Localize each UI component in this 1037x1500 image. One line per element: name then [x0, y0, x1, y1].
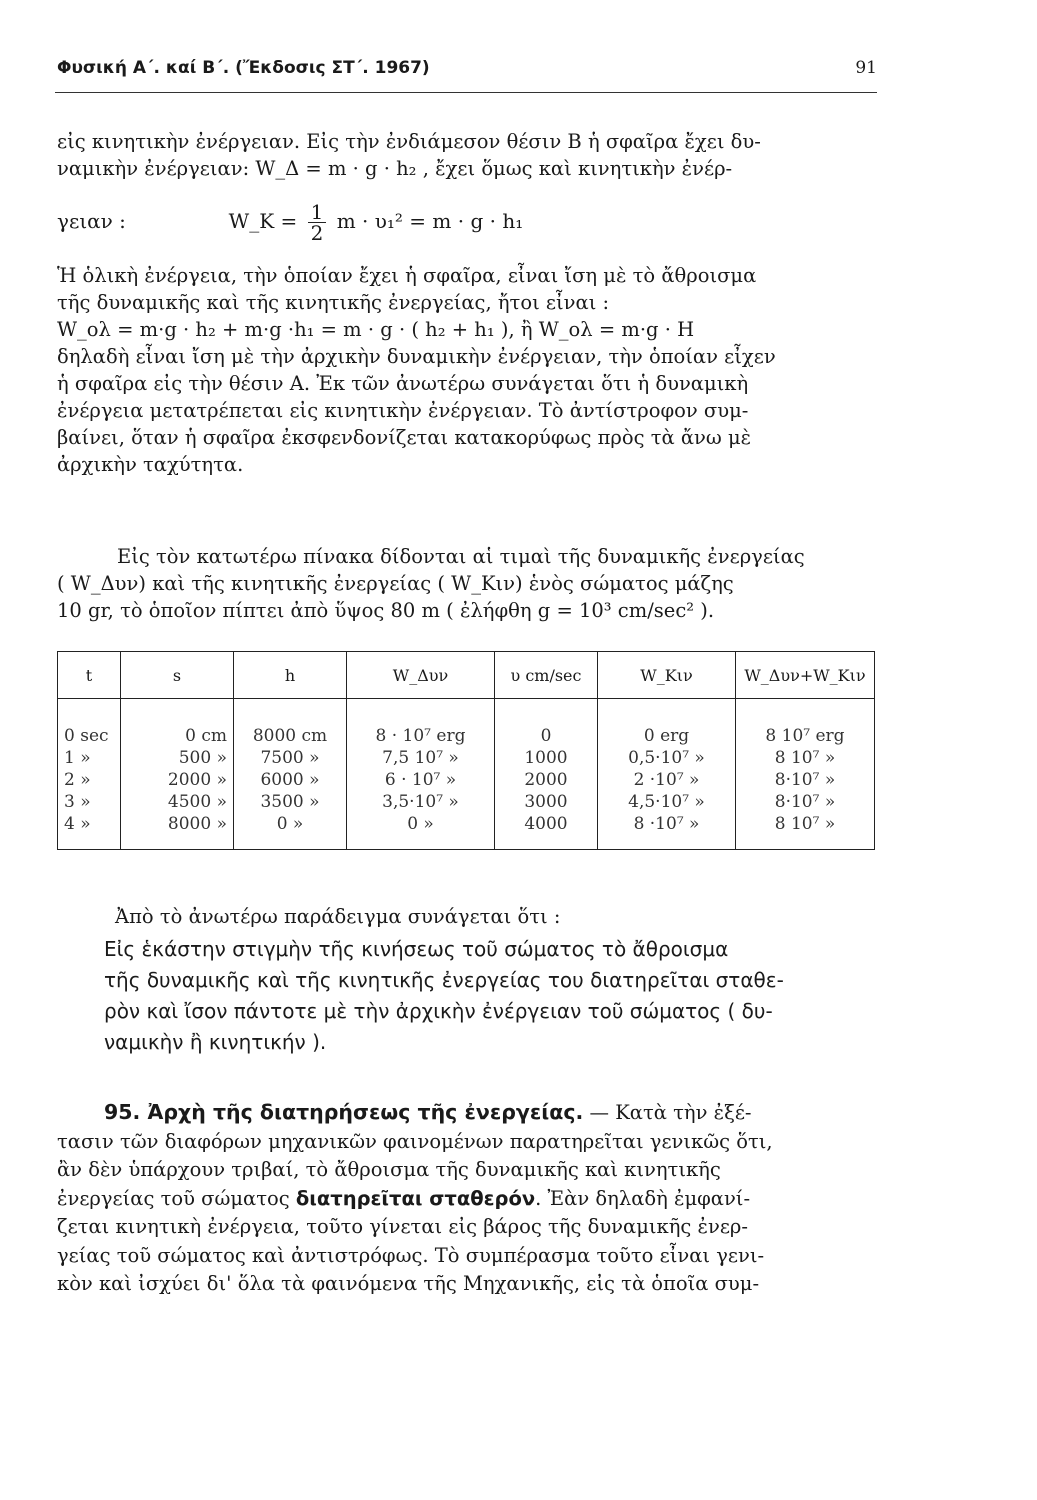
text-line: ρὸν καὶ ἴσον πάντοτε μὲ τὴν ἀρχικὴν ἐνέργειαν τοῦ σώματος ( δυ-: [104, 999, 773, 1023]
text-segment: . Ἐὰν δηλαδὴ ἐμφανί-: [535, 1186, 751, 1210]
text-line-with-emphasis: [57, 1185, 877, 1214]
table-cell: 6000 »: [234, 769, 347, 791]
section-first-line: [57, 1098, 877, 1128]
table-cell: 6 · 10⁷ »: [347, 769, 495, 791]
column-header: υ cm/sec: [495, 652, 598, 699]
table-cell: 2000: [495, 769, 598, 791]
table-cell: 0 cm: [121, 699, 234, 748]
table-cell: 7,5 10⁷ »: [347, 747, 495, 769]
text-line: τῆς δυναμικῆς καὶ τῆς κινητικῆς ἐνεργείας, ἤτοι εἶναι :: [57, 291, 610, 314]
header-rule: [55, 92, 877, 93]
table-cell: 8000 cm: [234, 699, 347, 748]
table-row: [58, 699, 875, 748]
column-header: s: [121, 652, 234, 699]
table-cell: 8000 »: [121, 813, 234, 850]
text-line: τασιν τῶν διαφόρων μηχανικῶν φαινομένων παρατηρεῖται γενικῶς ὅτι,: [57, 1129, 773, 1153]
text-line: ( W_Δυν) καὶ τῆς κινητικῆς ἐνεργείας ( W_Κιν) ἑνὸς σώματος μάζης: [57, 572, 734, 595]
text-line: Ἡ ὁλικὴ ἐνέργεια, τὴν ὁποίαν ἔχει ἡ σφαῖρα, εἶναι ἴση μὲ τὸ ἄθροισμα: [57, 264, 757, 287]
table-cell: 7500 »: [234, 747, 347, 769]
table-row: [58, 813, 875, 850]
table-cell: 2000 »: [121, 769, 234, 791]
text-line: δηλαδὴ εἶναι ἴση μὲ τὴν ἀρχικὴν δυναμικὴν ἐνέργειαν, τὴν ὁποίαν εἶχεν: [57, 345, 776, 368]
table-cell: 8·10⁷ »: [736, 791, 875, 813]
conclusion-intro: Ἀπὸ τὸ ἀνωτέρω παράδειγμα συνάγεται ὅτι :: [115, 905, 561, 928]
paragraph-table-intro: [57, 543, 877, 624]
fraction-numerator: 1: [308, 202, 327, 223]
table-row: [58, 791, 875, 813]
text-line: ζεται κινητικὴ ἐνέργεια, τοῦτο γίνεται εἰς βάρος τῆς δυναμικῆς ἐνερ-: [57, 1215, 748, 1238]
table-cell: 8 ·10⁷ »: [598, 813, 736, 850]
table-header-row: [58, 652, 875, 699]
intro-text: [57, 128, 877, 182]
paragraph-total-energy: [57, 262, 877, 478]
table-cell: 0 erg: [598, 699, 736, 748]
table-row: [58, 769, 875, 791]
table-cell: 8 10⁷ »: [736, 813, 875, 850]
section-heading: 95. Ἀρχὴ τῆς διατηρήσεως τῆς ἐνεργείας.: [104, 1100, 584, 1124]
table-cell: 3500 »: [234, 791, 347, 813]
text-line: ναμικὴν ἢ κινητικήν ).: [104, 1030, 327, 1054]
text-segment: ἐνεργείας τοῦ σώματος: [57, 1186, 290, 1210]
section-heading-continuation: — Κατὰ τὴν ἐξέ-: [589, 1101, 752, 1124]
table-cell: 8·10⁷ »: [736, 769, 875, 791]
column-header: W_Δυν: [347, 652, 495, 699]
formula-rhs: m · υ₁² = m · g · h₁: [336, 209, 524, 233]
page-number: 91: [855, 58, 877, 78]
text-line: 10 gr, τὸ ὁποῖον πίπτει ἀπὸ ὕψος 80 m ( ἐλήφθη g = 10³ cm/sec² ).: [57, 599, 715, 622]
table-cell: 500 »: [121, 747, 234, 769]
text-line: Εἰς ἑκάστην στιγμὴν τῆς κινήσεως τοῦ σώματος τὸ ἄθροισμα: [104, 937, 729, 961]
text-line: ναμικὴν ἐνέργειαν: W_Δ = m · g · h₂ , ἔχει ὅμως καὶ κινητικὴν ἐνέρ-: [57, 157, 733, 180]
column-header: h: [234, 652, 347, 699]
table-cell: 3 »: [58, 791, 121, 813]
formula-prefix: γειαν :: [57, 209, 126, 233]
table-cell: 1000: [495, 747, 598, 769]
fraction-denominator: 2: [310, 221, 324, 245]
table-cell: 0 »: [234, 813, 347, 850]
kinetic-energy-formula: [57, 202, 523, 243]
table-cell: 8 · 10⁷ erg: [347, 699, 495, 748]
text-line: Εἰς τὸν κατωτέρω πίνακα δίδονται αἱ τιμαὶ τῆς δυναμικῆς ἐνεργείας: [117, 545, 805, 568]
text-line: τῆς δυναμικῆς καὶ τῆς κινητικῆς ἐνεργείας του διατηρεῖται σταθε-: [104, 968, 784, 992]
header-title: Φυσική Α΄. καί Β΄. (Ἔκδοσις ΣΤ΄. 1967): [57, 58, 430, 78]
table-cell: 3,5·10⁷ »: [347, 791, 495, 813]
table-cell: 3000: [495, 791, 598, 813]
text-line: ἂν δὲν ὑπάρχουν τριβαί, τὸ ἄθροισμα τῆς δυναμικῆς καὶ κινητικῆς: [57, 1158, 721, 1181]
emphasis-conserved-constant: διατηρεῖται σταθερόν: [295, 1186, 536, 1210]
table-cell: 2 »: [58, 769, 121, 791]
text-line: W_ολ = m·g · h₂ + m·g ·h₁ = m · g · ( h₂ + h₁ ), ἢ W_ολ = m·g · H: [57, 318, 695, 341]
table-cell: 4000: [495, 813, 598, 850]
conclusion-statement: [104, 934, 879, 1058]
table-cell: 8 10⁷ erg: [736, 699, 875, 748]
column-header: W_Κιν: [598, 652, 736, 699]
fraction-one-half: [308, 202, 327, 243]
text-line: ἐνέργεια μετατρέπεται εἰς κινητικὴν ἐνέργειαν. Τὸ ἀντίστροφον συμ-: [57, 399, 749, 422]
formula-lhs: W_K =: [228, 209, 298, 233]
table-cell: 4,5·10⁷ »: [598, 791, 736, 813]
table-cell: 4500 »: [121, 791, 234, 813]
table-cell: 8 10⁷ »: [736, 747, 875, 769]
table-cell: 0 »: [347, 813, 495, 850]
text-line: ἡ σφαῖρα εἰς τὴν θέσιν Α. Ἐκ τῶν ἀνωτέρω συνάγεται ὅτι ἡ δυναμικὴ: [57, 372, 749, 395]
text-line: κὸν καὶ ἰσχύει δι' ὅλα τὰ φαινόμενα τῆς Μηχανικῆς, εἰς τὰ ὁποῖα συμ-: [57, 1272, 760, 1295]
text-line: ἀρχικὴν ταχύτητα.: [57, 453, 244, 476]
table-cell: 0: [495, 699, 598, 748]
table-row: [58, 747, 875, 769]
column-header: t: [58, 652, 121, 699]
table-cell: 4 »: [58, 813, 121, 850]
text-line: γείας τοῦ σώματος καὶ ἀντιστρόφως. Τὸ συμπέρασμα τοῦτο εἶναι γενι-: [57, 1243, 765, 1267]
running-header: [57, 58, 877, 78]
table-cell: 0,5·10⁷ »: [598, 747, 736, 769]
table-cell: 1 »: [58, 747, 121, 769]
text-line: εἰς κινητικὴν ἐνέργειαν. Εἰς τὴν ἐνδιάμεσον θέσιν Β ἡ σφαῖρα ἔχει δυ-: [57, 130, 761, 153]
table-cell: 2 ·10⁷ »: [598, 769, 736, 791]
table-cell: 0 sec: [58, 699, 121, 748]
energy-table: [57, 651, 875, 850]
section-95: [57, 1098, 877, 1299]
text-line: βαίνει, ὅταν ἡ σφαῖρα ἐκσφενδονίζεται κατακορύφως πρὸς τὰ ἄνω μὲ: [57, 426, 752, 449]
column-header: W_Δυν+W_Κιν: [736, 652, 875, 699]
